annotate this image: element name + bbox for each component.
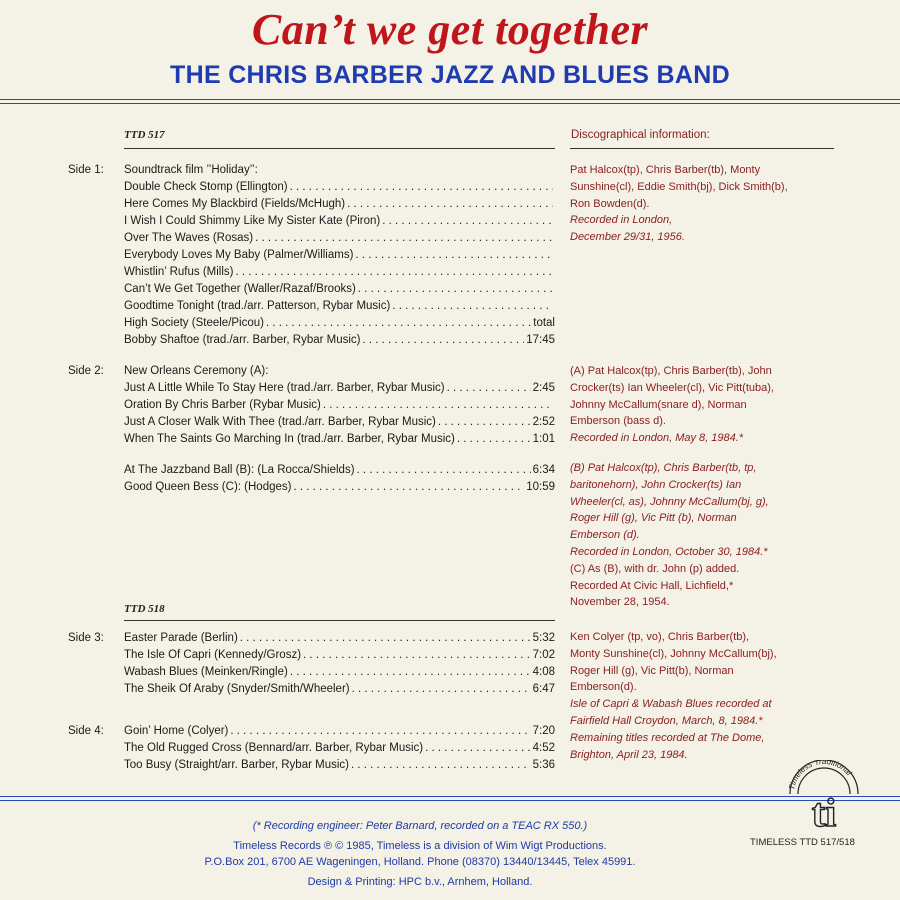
top-rule-2 bbox=[0, 103, 900, 104]
disco-heading: Discographical information: bbox=[571, 129, 710, 141]
top-rule-1 bbox=[0, 99, 900, 100]
side1-intro: Soundtrack film ’’Holiday’’: bbox=[124, 164, 258, 176]
disc-underline bbox=[124, 620, 555, 621]
footer-design: Design & Printing: HPC b.v., Arnhem, Holland. bbox=[307, 876, 533, 888]
track: Double Check Stomp (Ellington) . . . bbox=[124, 179, 555, 196]
side1-label: Side 1: bbox=[68, 164, 104, 176]
disco-block-side1: Pat Halcox(tp), Chris Barber(tb), Monty Sunshine(cl), Eddie Smith(bj), Dick Smith(b), Ron Bowden(d). Recorded in London, December 29/31, 1956. bbox=[570, 164, 788, 244]
disc-label-ttd518: TTD 518 bbox=[124, 603, 165, 615]
disc-underline bbox=[124, 148, 555, 149]
track: Everybody Loves My Baby (Palmer/Williams) . . . bbox=[124, 247, 555, 264]
track: Easter Parade (Berlin) . . . 5:32 bbox=[124, 630, 555, 647]
track: Goin’ Home (Colyer) . . . 7:20 bbox=[124, 723, 555, 740]
logo-mark: ti bbox=[811, 790, 837, 828]
track: At The Jazzband Ball (B): (La Rocca/Shields) . . . 6:34 bbox=[124, 462, 555, 479]
track: The Sheik Of Araby (Snyder/Smith/Wheeler) . . . 6:47 bbox=[124, 681, 555, 698]
bottom-rule-1 bbox=[0, 796, 900, 797]
catalog-number: TIMELESS TTD 517/518 bbox=[750, 837, 855, 848]
side4-label: Side 4: bbox=[68, 725, 104, 737]
track: I Wish I Could Shimmy Like My Sister Kate (Piron) . . . bbox=[124, 213, 555, 230]
track: When The Saints Go Marching In (trad./arr. Barber, Rybar Music) . . . 1:01 bbox=[124, 431, 555, 448]
logo-arc-text: Timeless Traditional bbox=[787, 760, 854, 791]
side2-intro: New Orleans Ceremony (A): bbox=[124, 365, 269, 377]
track: Bobby Shaftoe (trad./arr. Barber, Rybar Music) . . . 17:45 bbox=[124, 332, 555, 349]
disco-block-side2b: (B) Pat Halcox(tp), Chris Barber(tb, tp, baritonehorn), John Crocker(ts) Ian Wheeler(cl, as), Johnny McCallum(bj, g), Roger Hill (g), Vic Pitt (b), Norman Emberson (d). Recorded in London, October 30, 1984.* (C) As (B), with dr. John (p) added. Recorded At Civic Hall, Lichfield,* November 28, 1954. bbox=[570, 462, 769, 609]
track: Over The Waves (Rosas) . . . bbox=[124, 230, 555, 247]
track: Wabash Blues (Meinken/Ringle) . . . 4:08 bbox=[124, 664, 555, 681]
track: Oration By Chris Barber (Rybar Music) . . . bbox=[124, 397, 555, 414]
disco-underline bbox=[570, 148, 834, 149]
footer-engineer: (* Recording engineer: Peter Barnard, recorded on a TEAC RX 550.) bbox=[252, 820, 588, 832]
track: The Isle Of Capri (Kennedy/Grosz) . . . 7:02 bbox=[124, 647, 555, 664]
disco-block-side2a: (A) Pat Halcox(tp), Chris Barber(tb), John Crocker(ts) Ian Wheeler(cl), Vic Pitt(tuba), Johnny McCallum(snare d), Norman Emberson (bass d). Recorded in London, May 8, 1984.* bbox=[570, 365, 774, 445]
disco-block-side34: Ken Colyer (tp, vo), Chris Barber(tb), Monty Sunshine(cl), Johnny McCallum(bj), Roger Hill (g), Vic Pitt(b), Norman Emberson(d). Isle of Capri & Wabash Blues recorded at Fairfield Hall Croydon, March, 8, 1984.* Remaining titles recorded at The Dome, Brighton, April 23, 1984. bbox=[570, 631, 777, 761]
track: High Society (Steele/Picou) . . . total bbox=[124, 315, 555, 332]
band-name: THE CHRIS BARBER JAZZ AND BLUES BAND bbox=[170, 61, 730, 89]
side2-label: Side 2: bbox=[68, 365, 104, 377]
album-title: Can’t we get together bbox=[251, 5, 649, 54]
track: Can’t We Get Together (Waller/Razaf/Brooks) . . . bbox=[124, 281, 555, 298]
track: Whistlin’ Rufus (Mills) . . . bbox=[124, 264, 555, 281]
timeless-traditional-logo bbox=[784, 760, 864, 828]
track: Too Busy (Straight/arr. Barber, Rybar Music) . . . 5:36 bbox=[124, 757, 555, 774]
track: Goodtime Tonight (trad./arr. Patterson, Rybar Music) . . . bbox=[124, 298, 555, 315]
bottom-rule-2 bbox=[0, 800, 900, 801]
track: Here Comes My Blackbird (Fields/McHugh) . . . bbox=[124, 196, 555, 213]
side3-label: Side 3: bbox=[68, 632, 104, 644]
footer-address: P.O.Box 201, 6700 AE Wageningen, Holland. Phone (08370) 13440/13445, Telex 45991. bbox=[204, 856, 636, 868]
track: Just A Little While To Stay Here (trad./arr. Barber, Rybar Music) . . . 2:45 bbox=[124, 380, 555, 397]
track: Just A Closer Walk With Thee (trad./arr. Barber, Rybar Music) . . . 2:52 bbox=[124, 414, 555, 431]
track: The Old Rugged Cross (Bennard/arr. Barber, Rybar Music) . . . 4:52 bbox=[124, 740, 555, 757]
track: Good Queen Bess (C): (Hodges) . . . 10:59 bbox=[124, 479, 555, 496]
footer-copyright: Timeless Records ℗ © 1985, Timeless is a division of Wim Wigt Productions. bbox=[233, 840, 607, 852]
disc-label-ttd517: TTD 517 bbox=[124, 129, 165, 141]
